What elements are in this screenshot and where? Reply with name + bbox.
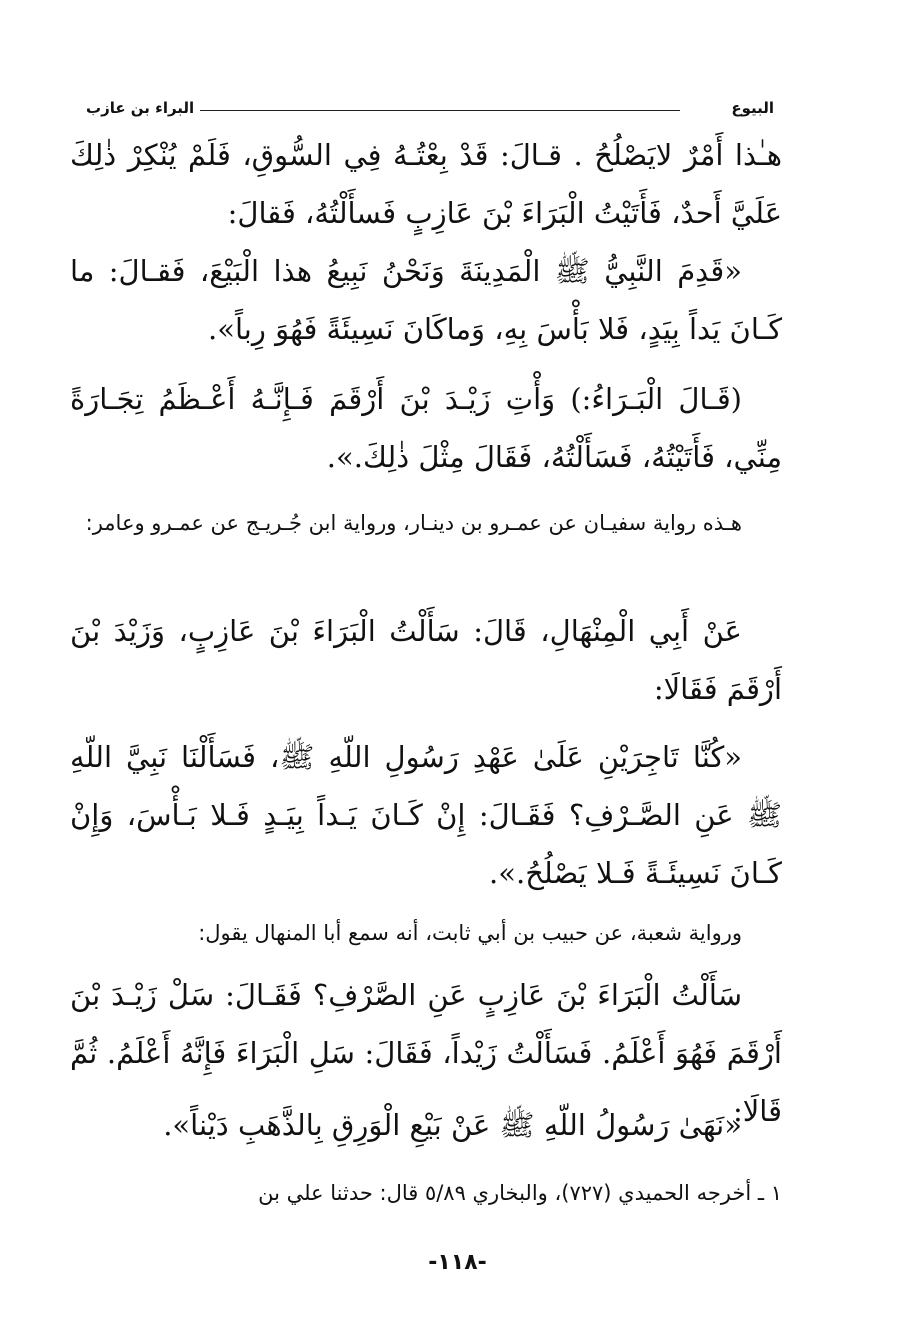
paragraph-3: عَنْ أَبِي الْمِنْهَالِ، قَالَ: سَأَلْتُ الْبَرَاءَ بْنَ عَازِبٍ، وَزَيْدَ بْنَ أَرْقَمَ فَقَالَا: [70, 614, 782, 706]
footnote: ١ ـ أخرجه الحميدي (٧٢٧)، والبخاري ٥/٨٩ قال: حدثنا علي بن [258, 1181, 782, 1205]
paragraph-4: سَأَلْتُ الْبَرَاءَ بْنَ عَازِبٍ عَنِ الصَّرْفِ؟ فَقَـالَ: سَلْ زَيْـدَ بْنَ أَرْقَمَ فَهُوَ أَعْلَمُ. فَسَأَلْتُ زَيْداً، فَقَالَ: سَلِ الْبَرَاءَ فَإِنَّهُ أَعْلَمُ. ثُمَّ قَالَا: [70, 978, 782, 1128]
hadith-text-3: «نَهَىٰ رَسُولُ اللّهِ ﷺ عَنْ بَيْعِ الْوَرِقِ بِالذَّهَبِ دَيْناً». [163, 1108, 742, 1142]
paragraph-1: هـٰذا أَمْرٌ لايَصْلُحُ . قـالَ: قَدْ بِعْتُـهُ فِي السُّوقِ، فَلَمْ يُنْكِرْ ذٰلِكَ عَلَيَّ أَحدٌ، فَأَتَيْتُ الْبَرَاءَ بْنَ عَازِبٍ فَسأَلْتُهُ، فَقالَ: [70, 138, 782, 230]
running-header [80, 98, 780, 122]
section-title: البيوع [725, 98, 780, 118]
hadith-text-1: «قَدِمَ النَّبِيُّ ﷺ الْمَدِينَةَ وَنَحْنُ نَبِيعُ هذا الْبَيْعَ، فَقـالَ: ما كَـانَ يَداً بِيَدٍ، فَلا بَأْسَ بِهِ، وَماكَانَ نَسِيئَةً فَهُوَ رِباً». [70, 254, 782, 346]
page-number: -١١٨- [428, 1250, 487, 1275]
hadith-text-2: «كُنَّا تَاجِرَيْنِ عَلَىٰ عَهْدِ رَسُولِ اللّهِ ﷺ، فَسَأَلْنَا نَبِيَّ اللّهِ ﷺ عَنِ الصَّـرْفِ؟ فَقَـالَ: إِنْ كَـانَ يَـداً بِيَـدٍ فَـلا بَـأْسَ، وَإِنْ كَـانَ نَسِيئَـةً فَـلا يَصْلُحُ.». [70, 740, 782, 890]
running-title: البراء بن عازب [80, 98, 200, 118]
isnad-note-2: ورواية شعبة، عن حبيب بن أبي ثابت، أنه سمع أبا المنهال يقول: [198, 921, 742, 945]
isnad-note-1: هـذه رواية سفيـان عن عمـرو بن دينـار، ورواية ابن جُـريـج عن عمـرو وعامر: [85, 511, 742, 535]
header-rule [150, 110, 680, 111]
paragraph-2: (قَـالَ الْبَـرَاءُ:) وَأْتِ زَيْـدَ بْنَ أَرْقَمَ فَـإِنَّـهُ أَعْـظَمُ تِجَـارَةً مِنِّي، فَأَتَيْتُهُ، فَسَأَلْتُهُ، فَقَالَ مِثْلَ ذٰلِكَ.». [70, 382, 782, 474]
